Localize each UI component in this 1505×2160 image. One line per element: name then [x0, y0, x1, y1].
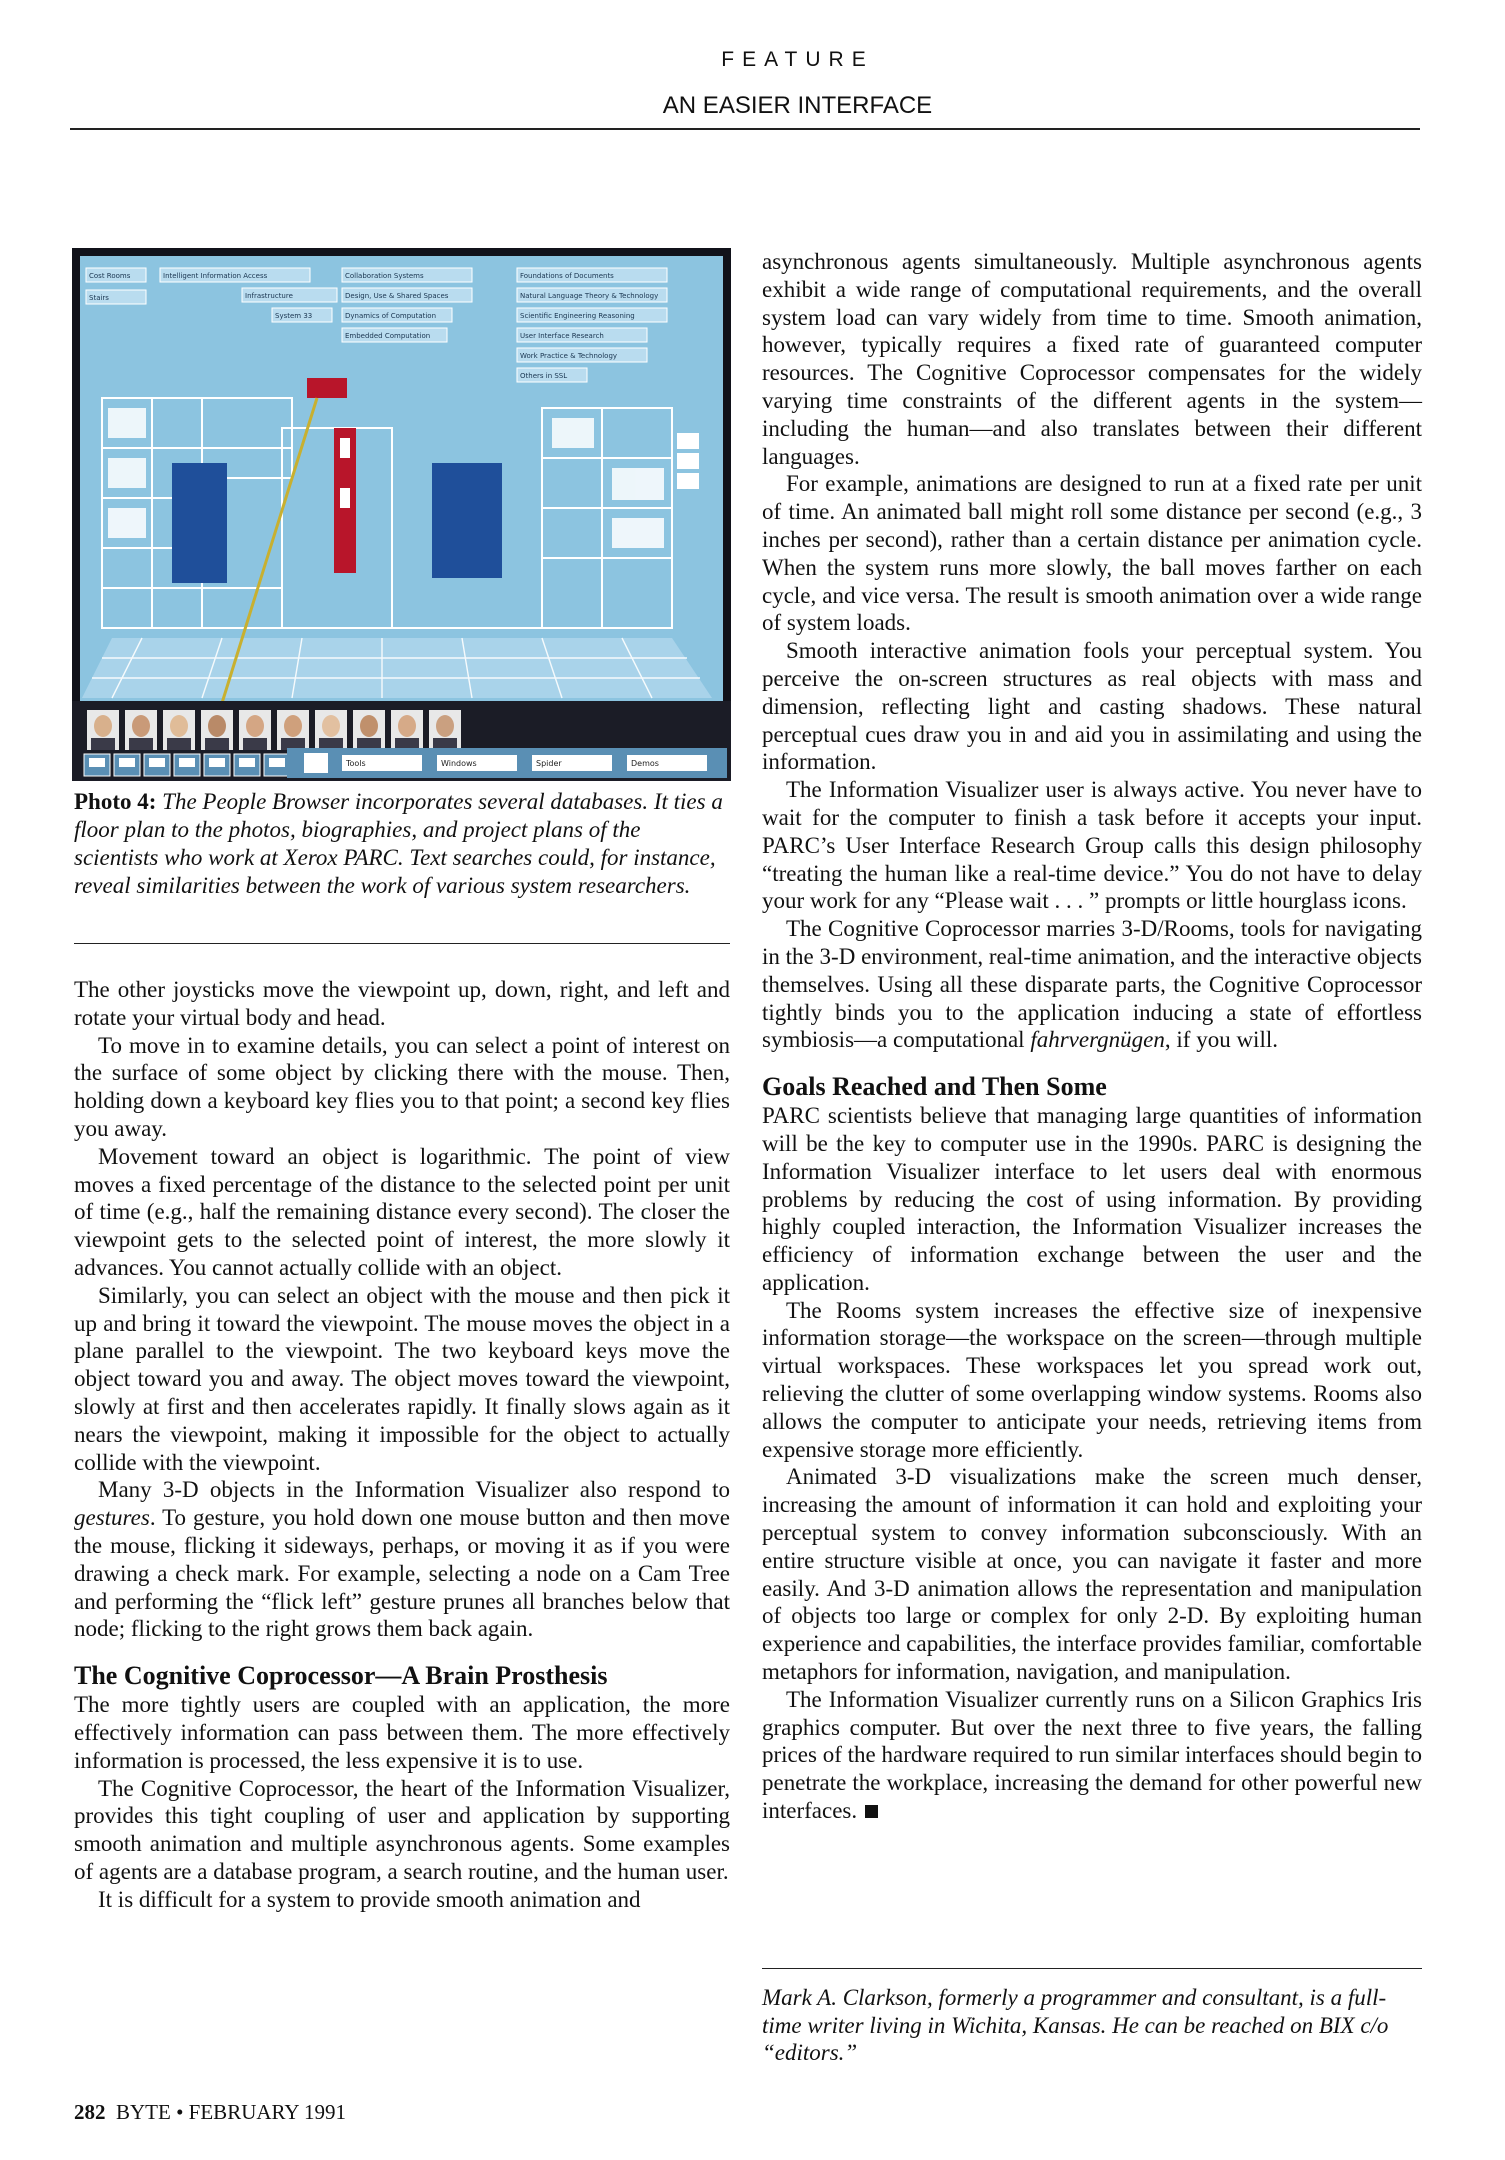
- svg-text:Foundations of Documents: Foundations of Documents: [520, 272, 614, 280]
- paragraph: For example, animations are designed to run at a fixed rate per unit of time. An animated ball might roll some distance per second (e.g., 3 inches per second), rather than a certain distance per animation cycle. When the system runs more slowly, the ball moves farther on each cycle, and vice versa. The result is smooth animation over a wide range of system loads.: [762, 471, 1422, 636]
- toolbar-button[interactable]: [342, 755, 422, 771]
- svg-text:Stairs: Stairs: [89, 294, 109, 302]
- database-label[interactable]: [517, 348, 647, 362]
- section-heading: Goals Reached and Then Some: [762, 1072, 1107, 1102]
- scientist-photo[interactable]: [87, 710, 119, 750]
- svg-text:Dynamics of Computation: Dynamics of Computation: [345, 312, 437, 320]
- database-label[interactable]: [342, 268, 472, 282]
- database-label[interactable]: [342, 308, 452, 322]
- page-number: 282: [74, 2100, 106, 2124]
- paragraph: Smooth interactive animation fools your perceptual system. You perceive the on-screen structures as real objects with mass and dimension, reflecting light and casting shadows. These natural perceptual cues draw you in and aid you in assimilating and using the information.: [762, 638, 1422, 775]
- paragraph: The Cognitive Coprocessor, the heart of the Information Visualizer, provides this tight coupling of user and application by supporting smooth animation and multiple asynchronous agents. Some examples of agents are a database program, a search routine, and the human user.: [74, 1775, 730, 1884]
- scientist-photo[interactable]: [239, 710, 271, 750]
- computer-icon[interactable]: [234, 754, 260, 776]
- paragraph-fahrvergnugen: The Cognitive Coprocessor marries 3-D/Rooms, tools for navigating in the 3-D environment, real-time animation, and the interactive objects themselves. Using all these disparate parts, the Cognitive Coprocessor tightly binds you to the application inducing a state of effortless symbiosis—a computational fahrvergnügen, if you will.: [762, 916, 1422, 1053]
- computer-icon[interactable]: [84, 754, 110, 776]
- svg-text:Spider: Spider: [536, 759, 562, 768]
- svg-text:User Interface Research: User Interface Research: [520, 332, 604, 340]
- paragraph: asynchronous agents simultaneously. Multiple asynchronous agents exhibit a wide range of computational requirements, and the overall system load can vary widely from time to time. Smooth animation, however, typically requires a fixed rate of guaranteed computer resources. The Cognitive Coprocessor compensates for the widely varying time constraints of the different agents in the system—including the human—and also translates between their different languages.: [762, 249, 1422, 469]
- running-title: AN EASIER INTERFACE: [662, 92, 933, 119]
- svg-text:Scientific Engineering Reasoni: Scientific Engineering Reasoning: [520, 312, 635, 320]
- paragraph-final: The Information Visualizer currently runs on a Silicon Graphics Iris graphics computer. But over the next three to five years, the falling prices of the hardware required to run similar interfaces should begin to penetrate the workplace, increasing the demand for other powerful new interfaces.: [762, 1686, 1422, 1824]
- scientist-photo[interactable]: [353, 710, 385, 750]
- svg-text:Windows: Windows: [441, 759, 477, 768]
- paragraph: The Rooms system increases the effective size of inexpensive information storage—the workspace on the screen—through multiple virtual workspaces. These workspaces let you spread work out, relieving the clutter of some overlapping window systems. Rooms also allows the computer to anticipate your needs, retrieving items from expensive storage more efficiently.: [762, 1297, 1422, 1462]
- magazine-issue: BYTE • FEBRUARY 1991: [116, 2100, 347, 2124]
- svg-text:Natural Language Theory & Tech: Natural Language Theory & Technology: [520, 292, 659, 300]
- scientist-photo[interactable]: [125, 710, 157, 750]
- svg-text:Tools: Tools: [346, 759, 366, 768]
- room-block: [172, 463, 227, 583]
- room-block: [432, 463, 502, 578]
- database-label[interactable]: [517, 268, 667, 282]
- toolbar-button[interactable]: [627, 755, 707, 771]
- scientist-photo[interactable]: [201, 710, 233, 750]
- right-column: [762, 248, 1422, 1825]
- left-column: [74, 976, 730, 1914]
- computer-icon[interactable]: [264, 754, 290, 776]
- database-label[interactable]: [517, 288, 667, 302]
- paragraph: Similarly, you can select an object with the mouse and then pick it up and bring it toward the viewpoint. The mouse moves the object in a plane parallel to the viewpoint. The two keyboard keys move the object toward you and away. The object moves toward the viewpoint, slowly at first and then accelerates rapidly. It finally slows again as it nears the viewpoint, making it impossible for the object to actually collide with the viewpoint.: [74, 1282, 730, 1475]
- section-heading: The Cognitive Coprocessor—A Brain Prosthesis: [74, 1661, 608, 1691]
- svg-text:Cost Rooms: Cost Rooms: [89, 272, 131, 280]
- author-bio: Mark A. Clarkson, formerly a programmer and consultant, is a full-time writer living in Wichita, Kansas. He can be reached on BIX c/o “editors.”: [762, 1985, 1389, 2065]
- paragraph: The other joysticks move the viewpoint up, down, right, and left and rotate your virtual body and head.: [74, 977, 730, 1030]
- header-rule: [70, 128, 1420, 130]
- paragraph-gestures: Many 3-D objects in the Information Visualizer also respond to gestures. To gesture, you hold down one mouse button and then move the mouse, flicking it sideways, perhaps, or moving it as if you were drawing a check mark. For example, selecting a node on a Cam Tree and performing the “flick left” gesture prunes all branches below that node; flicking to the right grows them back again.: [74, 1477, 730, 1642]
- caption-rule: [74, 943, 730, 944]
- photo-people-browser: [72, 248, 731, 781]
- database-label[interactable]: [517, 308, 667, 322]
- svg-text:Demos: Demos: [631, 759, 659, 768]
- computer-icon[interactable]: [204, 754, 230, 776]
- svg-text:Infrastructure: Infrastructure: [245, 292, 293, 300]
- toolbar-button[interactable]: [437, 755, 517, 771]
- svg-text:Design, Use & Shared Spaces: Design, Use & Shared Spaces: [345, 292, 449, 300]
- page-footer: [74, 2100, 346, 2125]
- room-label[interactable]: [86, 290, 146, 304]
- database-label[interactable]: [272, 308, 332, 322]
- paragraph: Movement toward an object is logarithmic. The point of view moves a fixed percentage of the distance to the selected point per unit of time (e.g., half the remaining distance every second). The closer the viewpoint gets to the selected point of interest, the more slowly it advances. You cannot actually collide with an object.: [74, 1143, 730, 1280]
- svg-text:System 33: System 33: [275, 312, 313, 320]
- scientist-photo[interactable]: [163, 710, 195, 750]
- photo-caption: [74, 788, 730, 900]
- paragraph: The Information Visualizer user is always active. You never have to wait for the computer to finish a task before it accepts your input. PARC’s User Interface Research Group calls this design philosophy “treating the human like a real-time device.” You do not have to delay your work for any “Please wait . . . ” prompts or little hourglass icons.: [762, 777, 1422, 914]
- section-label: FEATURE: [721, 48, 874, 71]
- photo-image: [72, 248, 731, 781]
- scientist-photo[interactable]: [315, 710, 347, 750]
- bio-rule: [762, 1968, 1422, 1969]
- paragraph: To move in to examine details, you can select a point of interest on the surface of some object by clicking there with the mouse. Then, holding down a keyboard key flies you to that point; a second key flies you away.: [74, 1032, 730, 1141]
- svg-text:Intelligent Information Access: Intelligent Information Access: [163, 272, 268, 280]
- database-label[interactable]: [242, 288, 337, 302]
- database-label[interactable]: [517, 368, 587, 382]
- svg-text:Work Practice & Technology: Work Practice & Technology: [520, 352, 618, 360]
- paragraph: Animated 3-D visualizations make the screen much denser, increasing the amount of information it can hold and exploiting your perceptual system to convey information subconsciously. With an entire structure visible at once, you can navigate it faster and more easily. And 3-D animation allows the representation and manipulation of objects too large or complex for only 2-D. By exploiting human experience and capabilities, the interface provides familiar, comfortable metaphors for information, navigation, and manipulation.: [762, 1464, 1423, 1685]
- scientist-photo[interactable]: [277, 710, 309, 750]
- caption-label: Photo 4:: [74, 789, 157, 814]
- paragraph: The more tightly users are coupled with an application, the more effectively information can pass between them. The more effectively information is processed, the less expensive it is to use.: [74, 1692, 730, 1773]
- paragraph: PARC scientists believe that managing large quantities of information will be the key to computer use in the 1990s. PARC is designing the Information Visualizer interface to let users deal with enormous problems by reducing the cost of using information. By providing highly coupled interaction, the Information Visualizer increases the efficiency of information exchange between the user and the application.: [762, 1103, 1422, 1295]
- caption-text: The People Browser incorporates several databases. It ties a floor plan to the photos, biographies, and project plans of the scientists who work at Xerox PARC. Text searches could, for instance, reveal similarities between the work of various system researchers.: [74, 789, 723, 898]
- toolbar-button[interactable]: [532, 755, 612, 771]
- database-label[interactable]: [517, 328, 647, 342]
- end-of-article-mark: [865, 1805, 878, 1818]
- computer-icon[interactable]: [144, 754, 170, 776]
- computer-icon[interactable]: [114, 754, 140, 776]
- room-label[interactable]: [86, 268, 146, 282]
- scientist-photo[interactable]: [391, 710, 423, 750]
- svg-text:Collaboration Systems: Collaboration Systems: [345, 272, 424, 280]
- database-label[interactable]: [160, 268, 310, 282]
- svg-text:Embedded Computation: Embedded Computation: [345, 332, 431, 340]
- paragraph: It is difficult for a system to provide smooth animation and: [98, 1886, 641, 1912]
- svg-text:Others in SSL: Others in SSL: [520, 372, 568, 380]
- database-label[interactable]: [342, 328, 447, 342]
- database-label[interactable]: [342, 288, 472, 302]
- computer-icon[interactable]: [174, 754, 200, 776]
- scientist-photo[interactable]: [429, 710, 461, 750]
